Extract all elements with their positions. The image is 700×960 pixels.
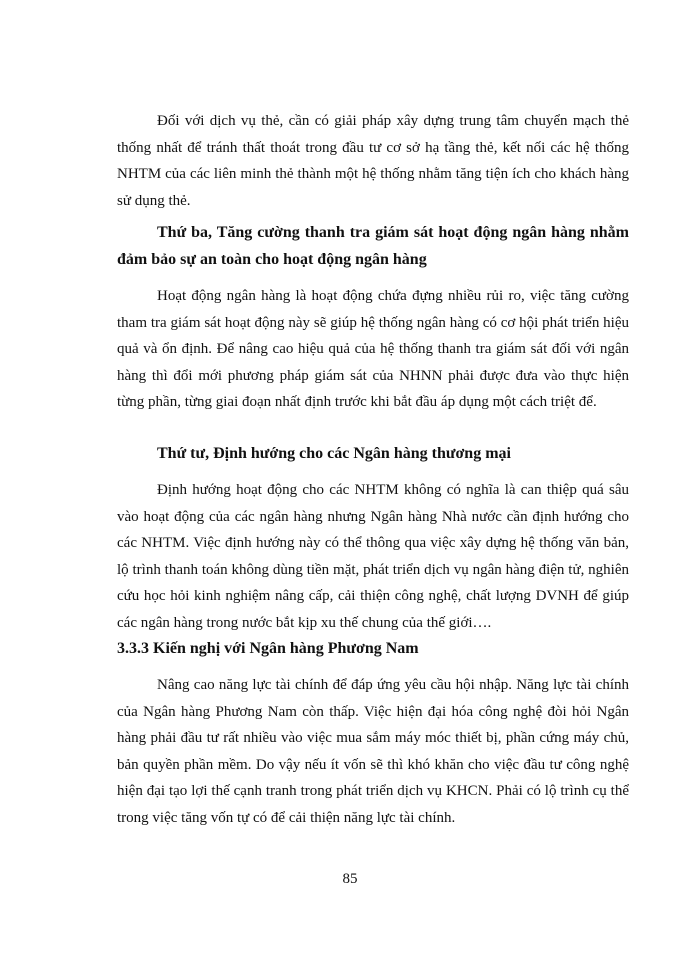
paragraph-card-service: Đối với dịch vụ thẻ, cần có giải pháp xây dựng trung tâm chuyển mạch thẻ thống nhất để tránh thất thoát trong đầu tư cơ sở hạ tầng thẻ, kết nối các hệ thống NHTM của các liên minh thẻ thành một hệ thống nhằm tăng tiện ích cho khách hàng sử dụng thẻ. (117, 113, 629, 209)
paragraph-orientation-commercial-banks: Định hướng hoạt động cho các NHTM không có nghĩa là can thiệp quá sâu vào hoạt động của các ngân hàng nhưng Ngân hàng Nhà nước cần định hướng cho các NHTM. Việc định hướng này có thể thông qua việc xây dựng hệ thống văn bản, lộ trình thanh toán không dùng tiền mặt, phát triển dịch vụ ngân hàng điện tử, nghiên cứu học hỏi kinh nghiệm nâng cấp, cải thiện công nghệ, chất lượng DVNH để giúp các ngân hàng trong nước bắt kịp xu thế chung của thế giới…. (117, 482, 629, 631)
heading-inspection-supervision: Thứ ba, Tăng cường thanh tra giám sát hoạt động ngân hàng nhằm đảm bảo sự an toàn cho hoạt động ngân hàng (117, 224, 629, 268)
heading-orientation-commercial-banks: Thứ tư, Định hướng cho các Ngân hàng thương mại (157, 445, 511, 462)
paragraph-phuong-nam-recommendation: Nâng cao năng lực tài chính để đáp ứng yêu cầu hội nhập. Năng lực tài chính của Ngân hàng Phương Nam còn thấp. Việc hiện đại hóa công nghệ đòi hỏi Ngân hàng phải đầu tư rất nhiều vào việc mua sắm máy móc thiết bị, phần cứng máy chủ, bản quyền phần mềm. Do vậy nếu ít vốn sẽ thì khó khăn cho việc đầu tư công nghệ hiện đại tạo lợi thế cạnh tranh trong phát triển dịch vụ KHCN. Phải có lộ trình cụ thể trong việc tăng vốn tự có để cải thiện năng lực tài chính. (117, 677, 629, 826)
paragraph-inspection-supervision: Hoạt động ngân hàng là hoạt động chứa đựng nhiều rủi ro, việc tăng cường tham tra giám sát hoạt động này sẽ giúp hệ thống ngân hàng có cơ hội phát triển hiệu quả và ổn định. Để nâng cao hiệu quả của hệ thống thanh tra giám sát đối với ngân hàng thì đổi mới phương pháp giám sát của NHNN phải được đưa vào thực hiện từng phần, từng giai đoạn nhất định trước khi bắt đầu áp dụng một cách triệt để. (117, 288, 629, 410)
section-heading-3-3-3: 3.3.3 Kiến nghị với Ngân hàng Phương Nam (117, 640, 419, 657)
page-number: 85 (342, 871, 358, 887)
